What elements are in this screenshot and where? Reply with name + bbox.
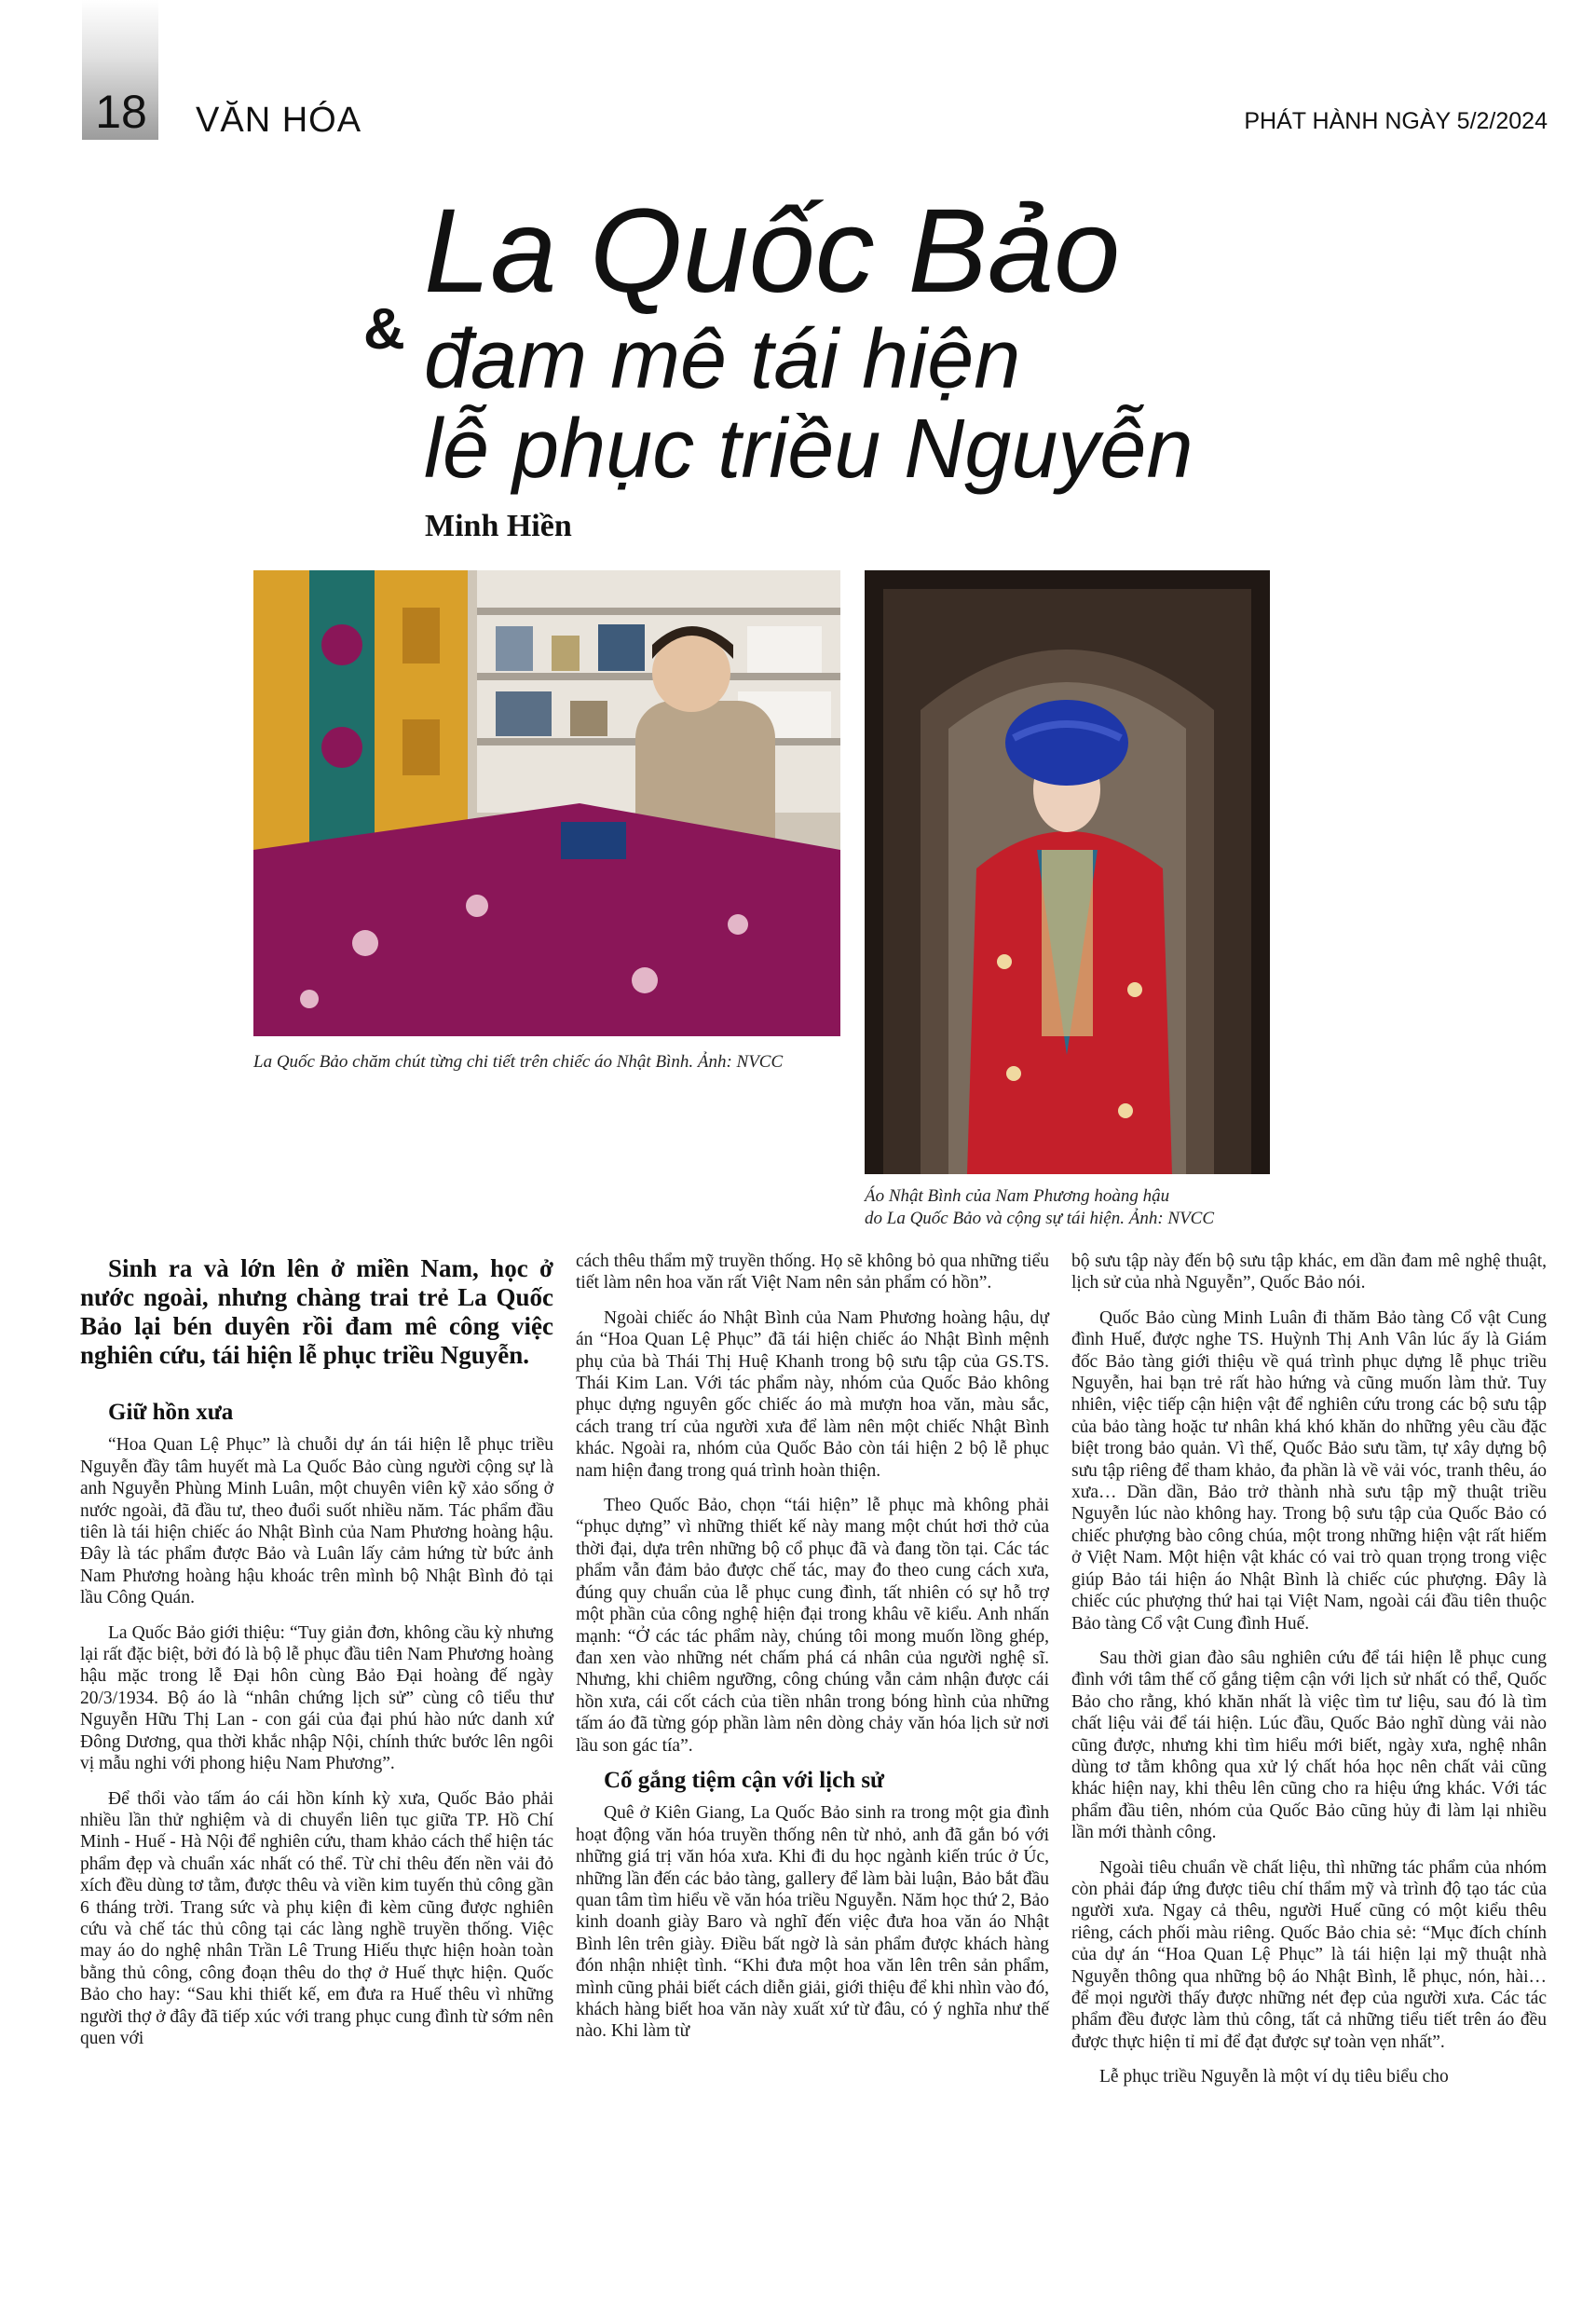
section-heading-2: Cố gắng tiệm cận với lịch sử — [604, 1767, 885, 1793]
paragraph: Quốc Bảo cùng Minh Luân đi thăm Bảo tàng Cổ vật Cung đình Huế, được nghe TS. Huỳnh Thị Anh Vân lúc ấy là Giám đốc Bảo tàng giới thiệu về quá trình phục dựng lễ phục triều Nguyễn, hai bạn trẻ rất hào hứng và cũng muốn làm thử. Tuy nhiên, việc tiếp cận hiện vật để nghiên cứu trong các bộ sưu tập của bảo tàng hoặc tư nhân khá khó khăn do những yêu cầu đặc biệt trong bảo quản. Vì thế, Quốc Bảo sưu tầm, tự xây dựng bộ sưu tập riêng để tham khảo, đa phần là về vải vóc, tranh thêu, áo xưa… Dần dần, Bảo trở thành nhà sưu tập mỹ thuật triều Nguyễn lúc nào không hay. Trong bộ sưu tập của Quốc Bảo có chiếc phượng bào công chúa, một trong những hiện vật rất hiếm ở Việt Nam. Một hiện vật khác có vai trò quan trọng trong việc giúp Bảo tái hiện áo Nhật Bình là chiếc cúc phượng. Đây là chiếc cúc phượng thứ hai tại Việt Nam, ngoài cái đầu tiên thuộc Bảo tàng Cổ vật Cung đình Huế. — [1071, 1307, 1547, 1634]
paragraph: Sau thời gian đào sâu nghiên cứu để tái hiện lễ phục cung đình với tâm thế cố gắng tiệm cận với lịch sử nhất có thể, Quốc Bảo cho rằng, khó khăn nhất là việc tìm tư liệu, sau đó là tìm chất liệu vải để tái hiện. Lúc đầu, Quốc Bảo nghĩ dùng vải nào cũng được, nhưng khi tìm hiểu mới biết, ngày xưa, nghệ nhân dùng tơ tằm không qua xử lý chất hóa học nên chất vải cũng khác hiện nay, khi thêu lên cũng cho ra hiệu ứng khác. Với tác phẩm đầu tiên, nhóm của Quốc Bảo cũng hủy đi làm lại nhiều lần mới thành công. — [1071, 1648, 1547, 1843]
article-column-1 — [80, 1251, 553, 2062]
section-name: VĂN HÓA — [196, 101, 362, 140]
paragraph: bộ sưu tập này đến bộ sưu tập khác, em dần đam mê nghệ thuật, lịch sử của nhà Nguyễn”, Quốc Bảo nói. — [1071, 1252, 1547, 1293]
headline-main: La Quốc Bảo — [424, 185, 1121, 318]
headline-line-2: đam mê tái hiện — [424, 313, 1021, 406]
photo-nhat-binh-robe — [865, 570, 1270, 1174]
photo-caption-robe-line-1: Áo Nhật Bình của Nam Phương hoàng hậu — [865, 1186, 1170, 1206]
paragraph: La Quốc Bảo giới thiệu: “Tuy giản đơn, không cầu kỳ nhưng lại rất đặc biệt, bởi đó là bộ lễ phục đầu tiên Nam Phương hoàng hậu mặc trong lễ Đại hôn cùng Bảo Đại hoàng đế ngày 20/3/1934. Bộ áo là “nhân chứng lịch sử” cùng cô tiểu thư Nguyễn Hữu Thị Lan - con gái của đại phú hào nức danh xứ Đông Dương, qua thời khắc nhập Nội, chính thức bước lên ngôi vị mẫu nghi với phong hiệu Nam Phương”. — [80, 1622, 553, 1774]
headline-ampersand: & — [363, 297, 405, 362]
paragraph: Ngoài chiếc áo Nhật Bình của Nam Phương hoàng hậu, dự án “Hoa Quan Lệ Phục” đã tái hiện chiếc áo Nhật Bình mệnh phụ của bà Thái Thị Huệ Khanh trong bộ sưu tập của GS.TS. Thái Kim Lan. Với tác phẩm này, nhóm của Quốc Bảo không phục dựng nguyên gốc chiếc áo mà mượn hoa văn, màu sắc, cách trang trí của người xưa để làm nên một chiếc Nhật Bình khác. Ngoài ra, nhóm của Quốc Bảo còn tái hiện 2 bộ lễ phục nam hiện đang trong quá trình hoàn thiện. — [576, 1307, 1049, 1481]
paragraph: cách thêu thẩm mỹ truyền thống. Họ sẽ không bỏ qua những tiểu tiết làm nên hoa văn rất Việt Nam nên sản phẩm có hồn”. — [576, 1252, 1049, 1293]
photo-caption-workshop: La Quốc Bảo chăm chút từng chi tiết trên chiếc áo Nhật Bình. Ảnh: NVCC — [253, 1052, 784, 1072]
article-column-2 — [576, 1251, 1049, 2056]
paragraph: Theo Quốc Bảo, chọn “tái hiện” lễ phục mà không phải “phục dựng” vì những thiết kế này mang một chút hơi thở của thời đại, dựa trên những bộ cổ phục đã và đang tồn tại. Các tác phẩm vẫn đảm bảo được chế tác, may đo theo cung cách xưa, đúng quy chuẩn của lễ phục cung đình, tất nhiên có sự hỗ trợ một phần của công nghệ hiện đại trong khâu vẽ kiểu. Anh nhấn mạnh: “Ở các tác phẩm này, chúng tôi mong muốn lồng ghép, đan xen vào những nét chấm phá cá nhân của người nghệ sĩ. Nhưng, khi chiêm ngưỡng, công chúng vẫn cảm nhận được cái hồn xưa, cái cốt cách của tiền nhân trong bóng hình của những tấm áo đã từng góp phần làm nên dòng chảy văn hóa lịch sử nơi lầu son gác tía”. — [576, 1496, 1049, 1756]
author-byline: Minh Hiền — [425, 509, 572, 543]
page-number: 18 — [95, 86, 147, 138]
photo-workshop — [253, 570, 840, 1036]
paragraph: “Hoa Quan Lệ Phục” là chuỗi dự án tái hiện lễ phục triều Nguyễn đầy tâm huyết mà La Quốc Bảo cùng người cộng sự là anh Nguyễn Phùng Minh Luân, một chuyên viên kỹ xảo sống ở nước ngoài, đã đầu tư, theo đuổi suốt nhiều năm. Tác phẩm đầu tiên là tái hiện chiếc áo Nhật Bình của Nam Phương hoàng hậu. Đây là tác phẩm được Bảo và Luân lấy cảm hứng từ bức ảnh Nam Phương hoàng hậu khoác trên mình bộ Nhật Bình đỏ tại lầu Công Quán. — [80, 1435, 553, 1608]
article-lead: Sinh ra và lớn lên ở miền Nam, học ở nước ngoài, nhưng chàng trai trẻ La Quốc Bảo lại bén duyên rồi đam mê công việc nghiên cứu, tái hiện lễ phục triều Nguyễn. — [80, 1254, 553, 1369]
paragraph: Ngoài tiêu chuẩn về chất liệu, thì những tác phẩm của nhóm còn phải đáp ứng được tiêu chí thẩm mỹ và trình độ tạo tác của người xưa. Ngay cả thêu, người Huế cũng có một kiểu thêu riêng, cách phối màu riêng. Quốc Bảo chia sẻ: “Mục đích chính của dự án “Hoa Quan Lệ Phục” là tái hiện lại mỹ thuật nhà Nguyễn thông qua những bộ áo Nhật Bình, lễ phục, nón, hài… để mọi người thấy được những nét đẹp của người xưa. Các tác phẩm đều được làm thủ công, tất cả những tiểu tiết trên áo đều được thực hiện tỉ mỉ để đạt được sự toàn vẹn nhất”. — [1071, 1857, 1547, 2052]
paragraph: Lễ phục triều Nguyễn là một ví dụ tiêu biểu cho — [1099, 2067, 1449, 2087]
issue-date: PHÁT HÀNH NGÀY 5/2/2024 — [1244, 108, 1548, 134]
photo-caption-robe-line-2: do La Quốc Bảo và cộng sự tái hiện. Ảnh: NVCC — [865, 1209, 1215, 1228]
paragraph: Quê ở Kiên Giang, La Quốc Bảo sinh ra trong một gia đình hoạt động văn hóa truyền thống nên từ nhỏ, anh đã gắn bó với những giá trị văn hóa xưa. Khi đi du học ngành kiến trúc ở Úc, những lần đến các bảo tàng, gallery để làm bài luận, Bảo bắt đầu quan tâm tìm hiểu về văn hóa triều Nguyễn. Năm học thứ 2, Bảo kinh doanh giày Baro và nghĩ đến việc đưa hoa văn áo Nhật Bình lên trên giày. Điều bất ngờ là sản phẩm được khách hàng đón nhận nhiệt tình. “Khi đưa một hoa văn lên trên sản phẩm, mình cũng phải biết cách diễn giải, giới thiệu để khi nhìn vào đó, khách hàng biết hoa văn này xuất xứ từ đâu, có ý nghĩa như thế nào. Khi làm từ — [576, 1803, 1049, 2042]
headline-line-3: lễ phục triều Nguyễn — [424, 403, 1194, 496]
photo-caption-robe — [865, 1185, 1284, 1230]
article-column-3 — [1071, 1251, 1547, 2101]
section-heading-1: Giữ hồn xưa — [108, 1400, 234, 1425]
paragraph: Để thổi vào tấm áo cái hồn kính kỳ xưa, Quốc Bảo phải nhiều lần thử nghiệm và di chuyển liên tục giữa TP. Hồ Chí Minh - Huế - Hà Nội để nghiên cứu, tham khảo cách thể hiện tác phẩm đẹp và chuẩn xác nhất có thể. Từ chỉ thêu đến nền vải đỏ xích đều dùng tơ tằm, được thêu và viền kim tuyến thủ công gần 6 tháng trời. Trang sức và phụ kiện đi kèm cũng được nghiên cứu và chế tác thủ công tại các làng nghề truyền thống. Việc may áo do nghệ nhân Trần Lê Trung Hiếu thực hiện hoàn toàn bằng thủ công, công đoạn thêu do thợ ở Huế thực hiện. Quốc Bảo cho hay: “Sau khi thiết kế, em đưa ra Huế thêu vì những người thợ ở đây đã tiếp xúc với trang phục cung đình từ sớm nên quen với — [80, 1788, 553, 2048]
